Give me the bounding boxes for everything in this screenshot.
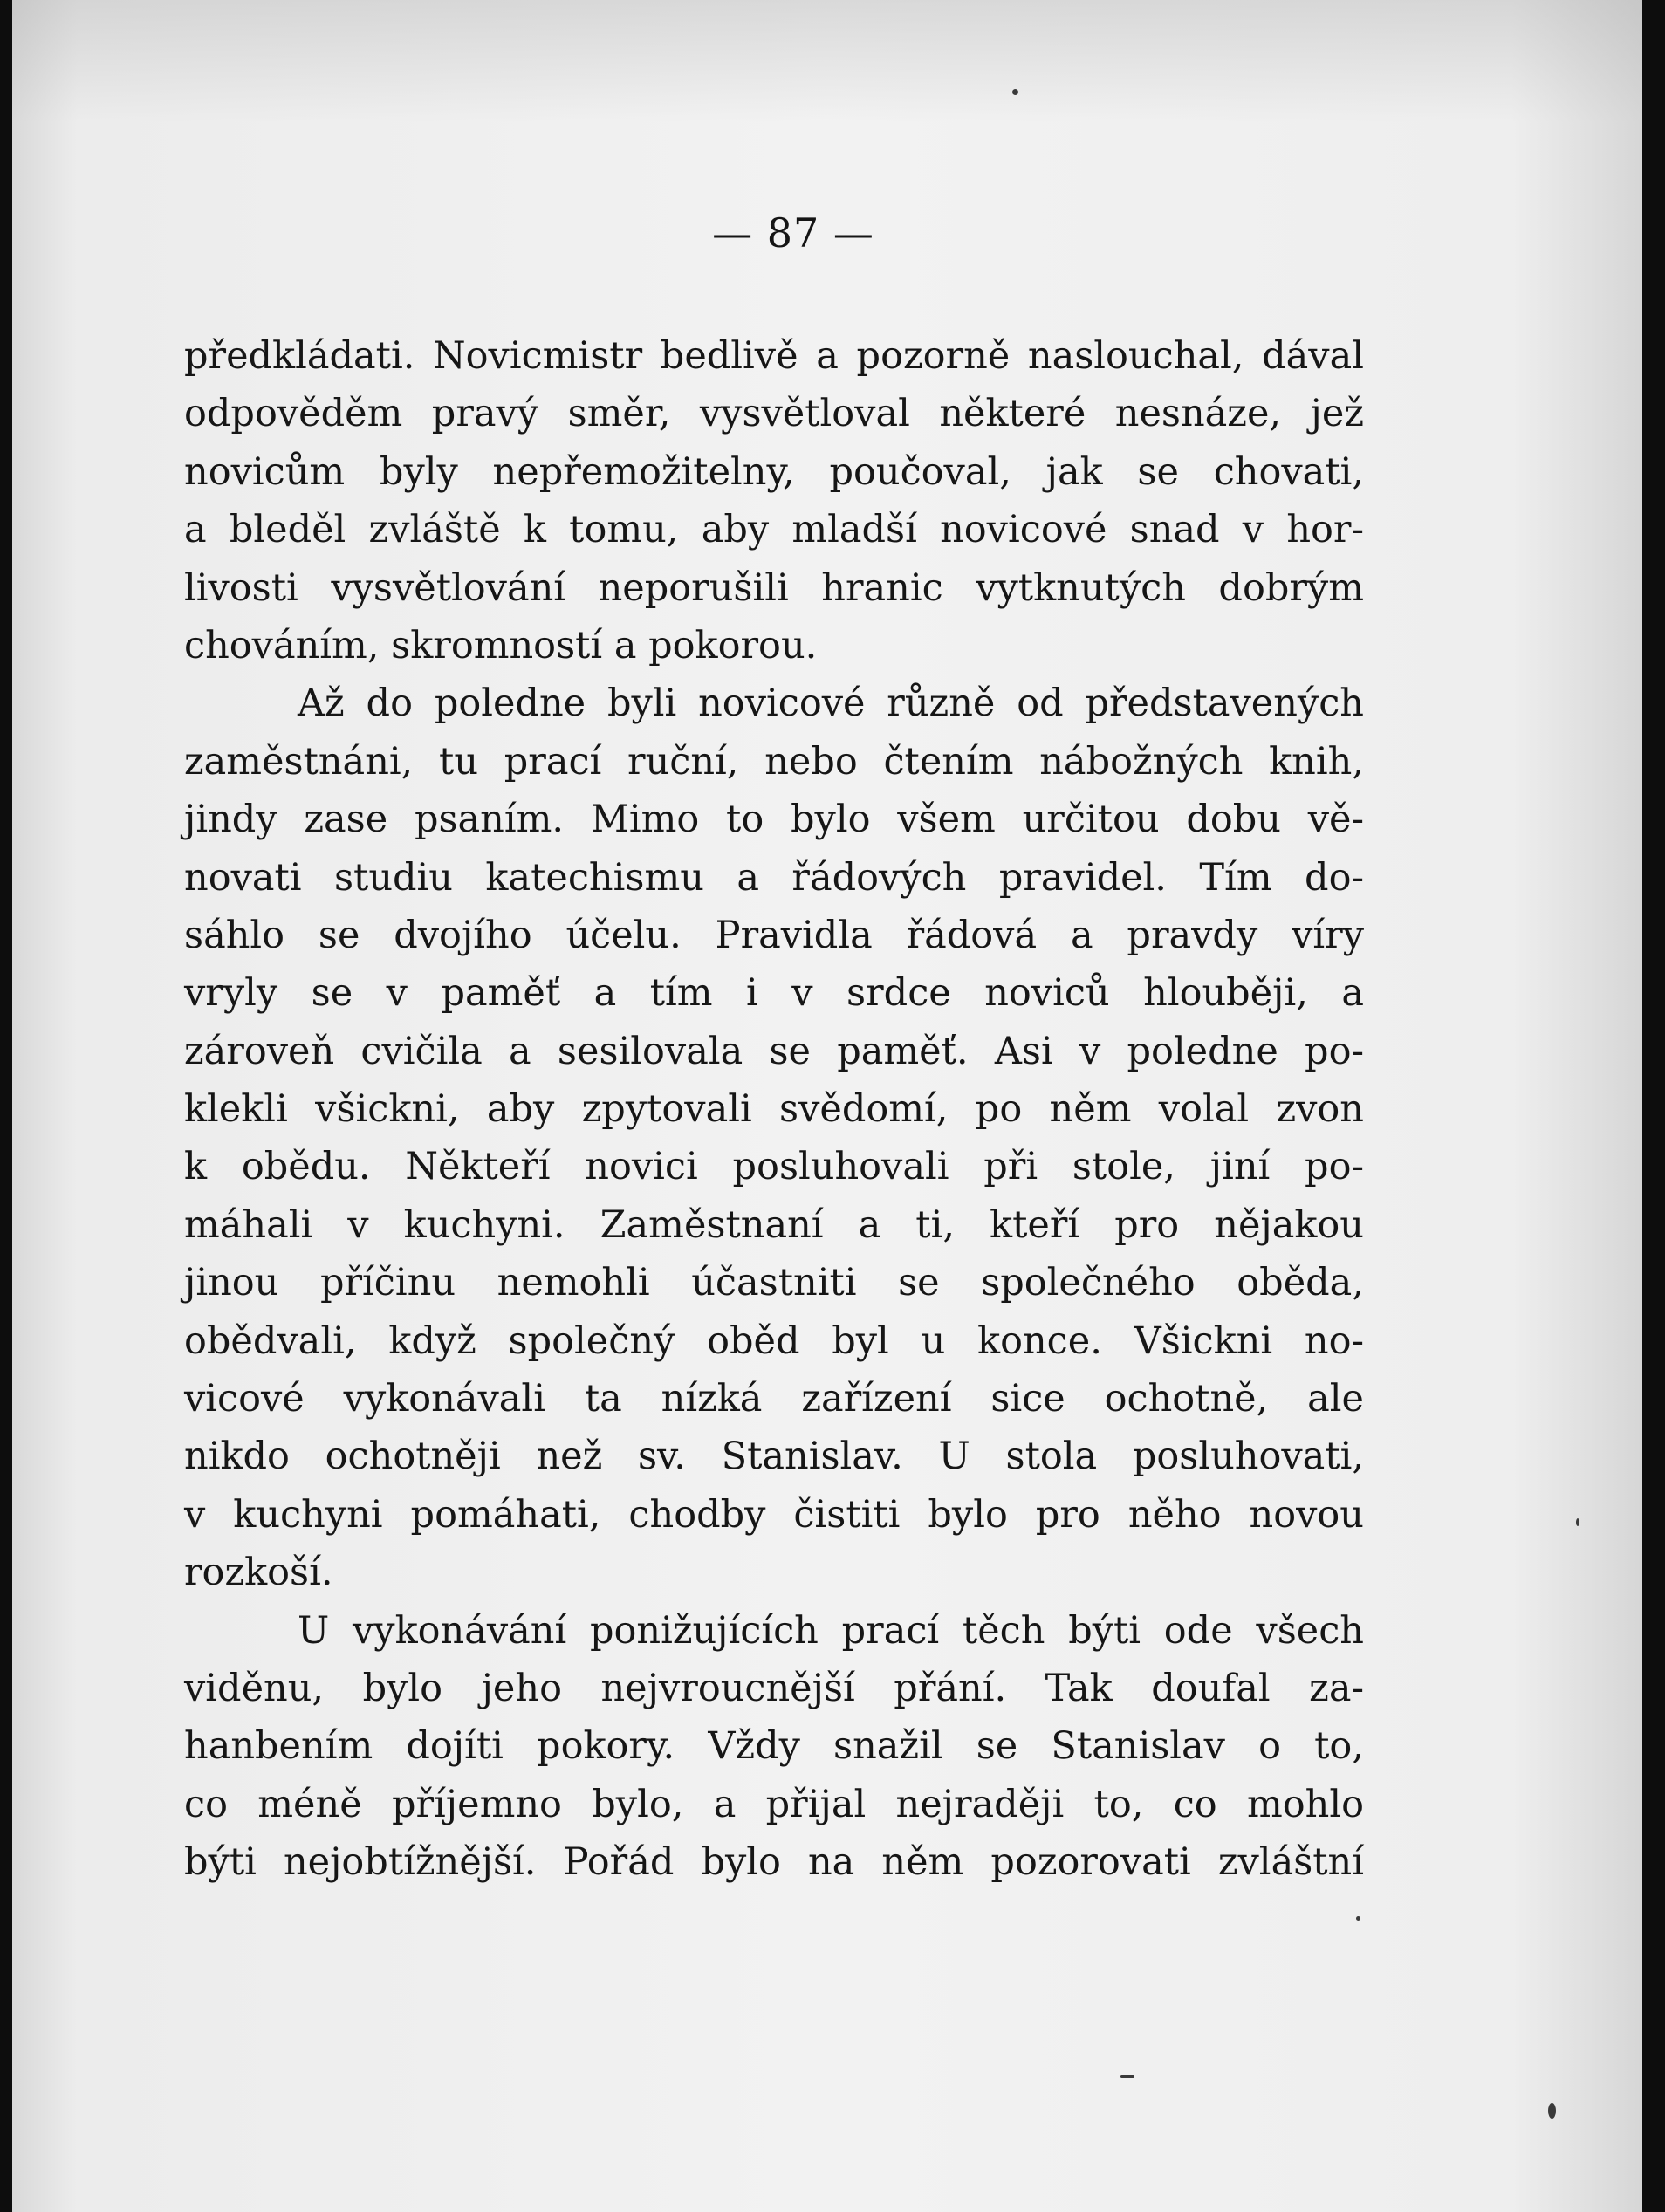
text-line: chováním, skromností a pokorou. (184, 623, 818, 668)
text-line: zaměstnáni, tu prací ruční, nebo čtením nábožných knih, (184, 739, 1364, 784)
text-line: a bleděl zvláště k tomu, aby mladší novicové snad v hor- (184, 508, 1364, 552)
text-line: novati studiu katechismu a řádových pravidel. Tím do- (184, 855, 1364, 900)
text-line: předkládati. Novicmistr bedlivě a pozorně naslouchal, dával (184, 334, 1364, 378)
text-line: jinou příčinu nemohli účastniti se společného oběda, (184, 1261, 1364, 1305)
scan-speck (1548, 2103, 1556, 2119)
text-line: jindy zase psaním. Mimo to bylo všem určitou dobu vě- (184, 798, 1364, 842)
scan-speck (1356, 1916, 1360, 1921)
text-line: novicům byly nepřemožitelny, poučoval, jak se chovati, (184, 449, 1364, 494)
paragraph-2 (184, 675, 1364, 1601)
paragraph-1 (184, 327, 1364, 675)
text-line: Až do poledne byli novicové různě od představených (298, 681, 1364, 726)
scan-speck (1576, 1518, 1579, 1526)
text-line: sáhlo se dvojího účelu. Pravidla řádová a pravdy víry (184, 913, 1364, 957)
paper-sheet (12, 0, 1642, 2212)
scan-speck (1012, 89, 1018, 95)
text-line: býti nejobtížnější. Pořád bylo na něm pozorovati zvláštní (184, 1840, 1364, 1885)
paragraph-3 (184, 1602, 1364, 1892)
text-line: viděnu, bylo jeho nejvroucnější přání. Tak doufal za- (184, 1666, 1364, 1710)
body-text (184, 327, 1364, 1892)
text-line: vicové vykonávali ta nízká zařízení sice ochotně, ale (184, 1377, 1364, 1421)
text-line: k obědu. Někteří novici posluhovali při stole, jiní po- (184, 1145, 1364, 1189)
page-number: — 87 — (712, 209, 874, 257)
text-line: obědvali, když společný oběd byl u konce. Všickni no- (184, 1318, 1364, 1363)
text-line: zároveň cvičila a sesilovala se paměť. Asi v poledne po- (184, 1029, 1364, 1073)
text-line: hanbením dojíti pokory. Vždy snažil se Stanislav o to, (184, 1724, 1364, 1769)
text-line: livosti vysvětlování neporušili hranic vytknutých dobrým (184, 565, 1364, 610)
text-line: nikdo ochotněji než sv. Stanislav. U stola posluhovati, (184, 1435, 1364, 1479)
text-line: klekli všickni, aby zpytovali svědomí, po něm volal zvon (184, 1087, 1364, 1132)
text-line: rozkoší. (184, 1551, 333, 1595)
text-line: máhali v kuchyni. Zaměstnaní a ti, kteří pro nějakou (184, 1202, 1364, 1247)
text-line: v kuchyni pomáhati, chodby čistiti bylo pro něho novou (184, 1492, 1364, 1537)
text-line: vryly se v paměť a tím i v srdce noviců hlouběji, a (184, 971, 1364, 1016)
text-line: odpověděm pravý směr, vysvětloval některé nesnáze, jež (184, 392, 1364, 436)
text-line: co méně příjemno bylo, a přijal nejraději to, co mohlo (184, 1782, 1364, 1826)
scan-speck (1120, 2075, 1134, 2078)
text-line: U vykonávání ponižujících prací těch býti ode všech (298, 1608, 1364, 1653)
